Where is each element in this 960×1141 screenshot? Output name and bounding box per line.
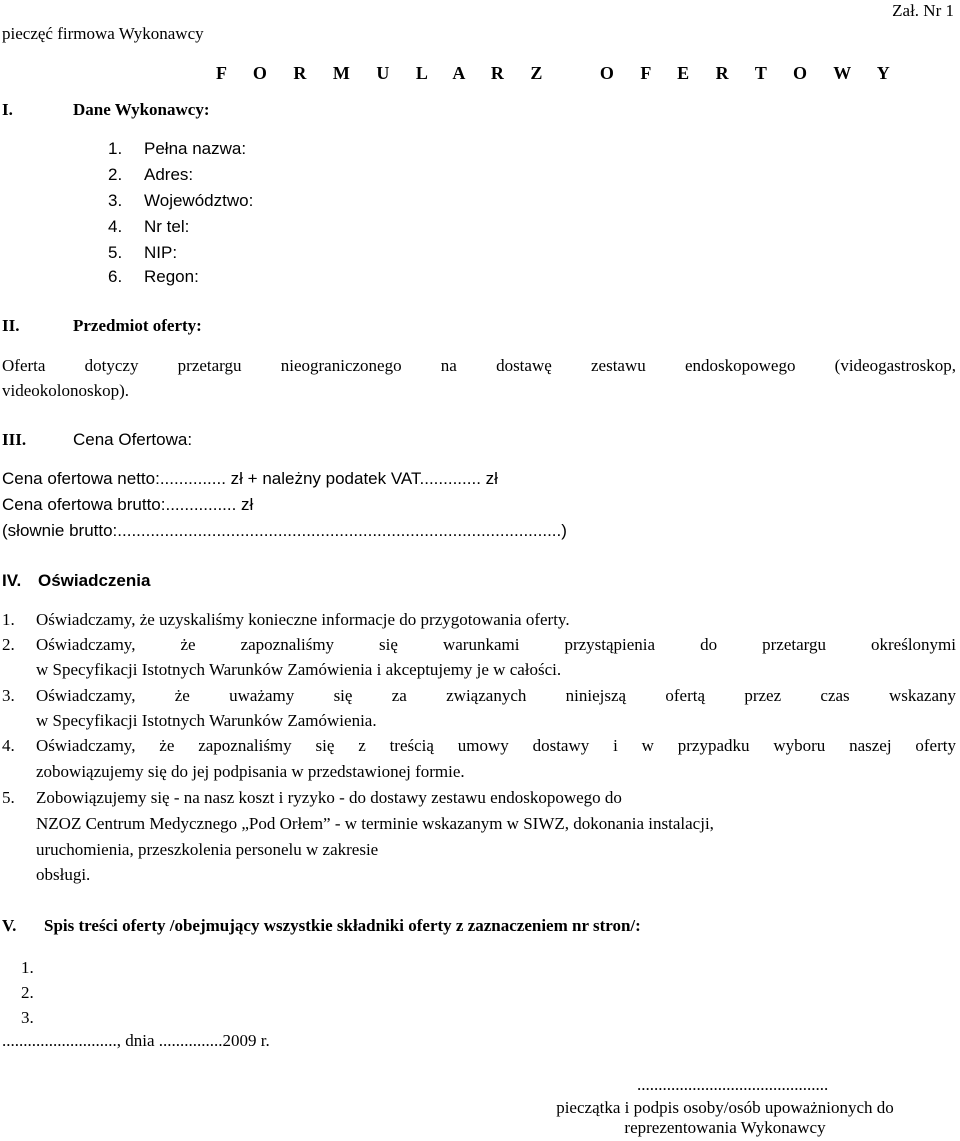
section-2-heading: Przedmiot oferty: — [73, 316, 202, 335]
section-1-heading: Dane Wykonawcy: — [73, 100, 210, 119]
contractor-item-number: 3. — [108, 191, 123, 210]
statement-text-cont: zobowiązujemy się do jej podpisania w przedstawionej formie. — [36, 762, 465, 781]
signature-dots: ............................................. — [637, 1075, 829, 1094]
contractor-item-number: 4. — [108, 217, 123, 236]
statement-number: 4. — [2, 736, 15, 755]
section-5-heading: Spis treści oferty /obejmujący wszystkie składniki oferty z zaznaczeniem nr stron/: — [44, 916, 641, 935]
signature-caption: pieczątka i podpis osoby/osób upoważnionych do — [556, 1098, 894, 1117]
statement-number: 2. — [2, 635, 15, 654]
toc-item: 1. — [21, 958, 34, 977]
section-4-heading: Oświadczenia — [38, 571, 151, 590]
toc-item: 3. — [21, 1008, 34, 1027]
statement-text-cont: uruchomienia, przeszkolenia personelu w zakresie — [36, 840, 379, 859]
statement-text-cont: NZOZ Centrum Medycznego „Pod Orłem” - w terminie wskazanym w SIWZ, dokonania instalacji, — [36, 814, 714, 833]
contractor-item-number: 6. — [108, 267, 123, 286]
contractor-item-number: 5. — [108, 243, 123, 262]
company-stamp-label: pieczęć firmowa Wykonawcy — [2, 24, 204, 43]
section-1-number: I. — [2, 100, 13, 119]
offer-subject-text: Oferta dotyczy przetargu nieograniczonego na dostawę zestawu endoskopowego (videogastroskop, — [2, 356, 956, 375]
section-5-number: V. — [2, 916, 17, 935]
statement-number: 3. — [2, 686, 15, 705]
toc-item: 2. — [21, 983, 34, 1002]
statement-text: Oświadczamy, że zapoznaliśmy się warunkami przystąpienia do przetargu określonymi — [36, 635, 956, 654]
statement-text-cont: w Specyfikacji Istotnych Warunków Zamówienia i akceptujemy je w całości. — [36, 660, 562, 679]
statement-number: 1. — [2, 610, 15, 629]
full-name-label: Pełna nazwa: — [144, 139, 247, 158]
phone-label: Nr tel: — [144, 217, 190, 236]
attachment-number: Zał. Nr 1 — [892, 1, 954, 20]
section-2-number: II. — [2, 316, 20, 335]
section-3-number: III. — [2, 430, 27, 449]
voivodeship-label: Województwo: — [144, 191, 254, 210]
contractor-item-number: 1. — [108, 139, 123, 158]
net-price-line: Cena ofertowa netto:.............. zł + należny podatek VAT............. zł — [2, 469, 498, 488]
nip-label: NIP: — [144, 243, 178, 262]
regon-label: Regon: — [144, 267, 199, 286]
section-4-number: IV. — [2, 571, 22, 590]
statement-text: Oświadczamy, że zapoznaliśmy się z treścią umowy dostawy i w przypadku wyboru naszej oferty — [36, 736, 956, 755]
address-label: Adres: — [144, 165, 194, 184]
statement-text: Zobowiązujemy się - na nasz koszt i ryzyko - do dostawy zestawu endoskopowego do — [36, 788, 622, 807]
date-line: ..........................., dnia ...............2009 r. — [2, 1031, 270, 1050]
gross-price-line: Cena ofertowa brutto:............... zł — [2, 495, 254, 514]
statement-text: Oświadczamy, że uważamy się za związanych niniejszą ofertą przez czas wskazany — [36, 686, 956, 705]
statement-text-cont: obsługi. — [36, 865, 91, 884]
statement-text: Oświadczamy, że uzyskaliśmy konieczne informacje do przygotowania oferty. — [36, 610, 570, 629]
form-title: F O R M U L A R Z O F E R T O W Y — [216, 63, 901, 83]
offer-subject-text-cont: videokolonoskop). — [2, 381, 130, 400]
signature-caption-cont: reprezentowania Wykonawcy — [624, 1118, 826, 1137]
statement-number: 5. — [2, 788, 15, 807]
statement-text-cont: w Specyfikacji Istotnych Warunków Zamówienia. — [36, 711, 377, 730]
gross-in-words-line: (słownie brutto:..............................................................................................) — [2, 521, 567, 540]
contractor-item-number: 2. — [108, 165, 123, 184]
section-3-heading: Cena Ofertowa: — [73, 430, 193, 449]
